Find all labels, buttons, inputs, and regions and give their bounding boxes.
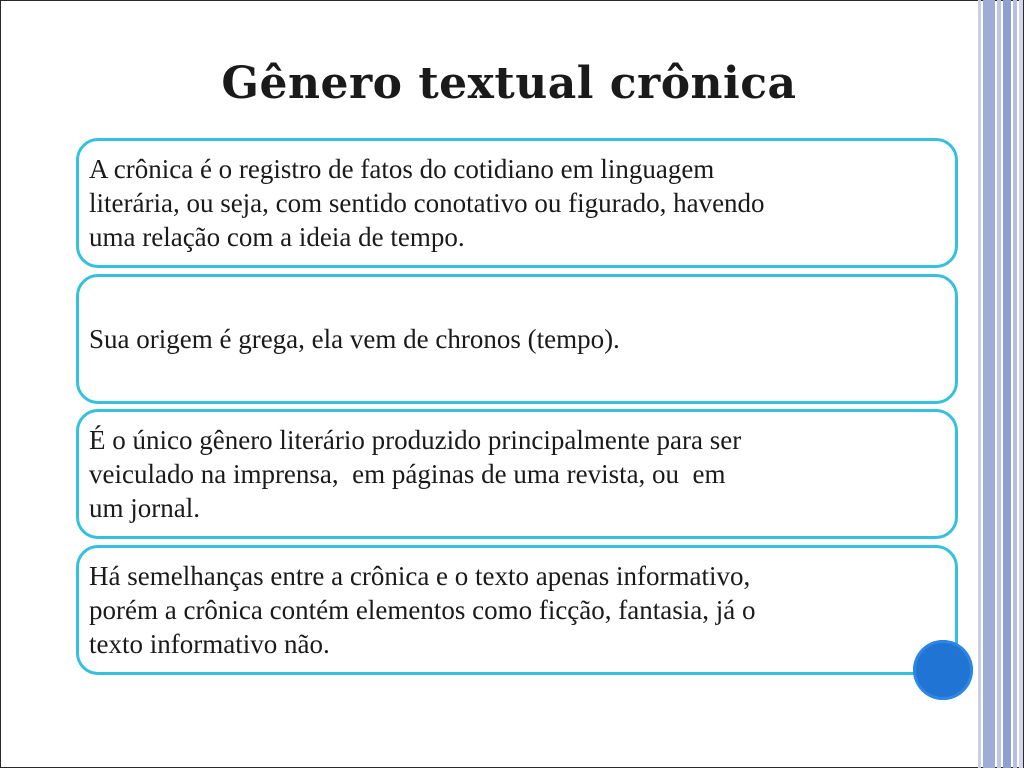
box-text: A crônica é o registro de fatos do cotidiano em linguagem literária, ou seja, com sentido conotativo ou figurado, havendo uma relação com a ideia de tempo. [89,154,765,252]
stripe [1019,0,1023,768]
decorative-blue-circle [913,640,973,700]
stripe [997,0,1001,768]
decorative-side-stripes [978,0,1024,768]
content-box-press [76,409,958,539]
box-text: É o único gênero literário produzido principalmente para ser veiculado na imprensa, em páginas de uma revista, ou em um jornal. [89,425,742,523]
stripe [1003,0,1011,768]
content-box-definition [76,138,958,268]
box-text: Há semelhanças entre a crônica e o texto apenas informativo, porém a crônica contém elementos como ficção, fantasia, já o texto informativo não. [89,561,756,659]
stripe [983,0,995,768]
box-text: Sua origem é grega, ela vem de chronos (tempo). [89,324,620,354]
stripe [1013,0,1017,768]
content-box-origin [76,274,958,404]
stripe [978,0,981,768]
content-box-comparison [76,545,958,675]
slide-title: Gênero textual crônica [221,58,797,109]
